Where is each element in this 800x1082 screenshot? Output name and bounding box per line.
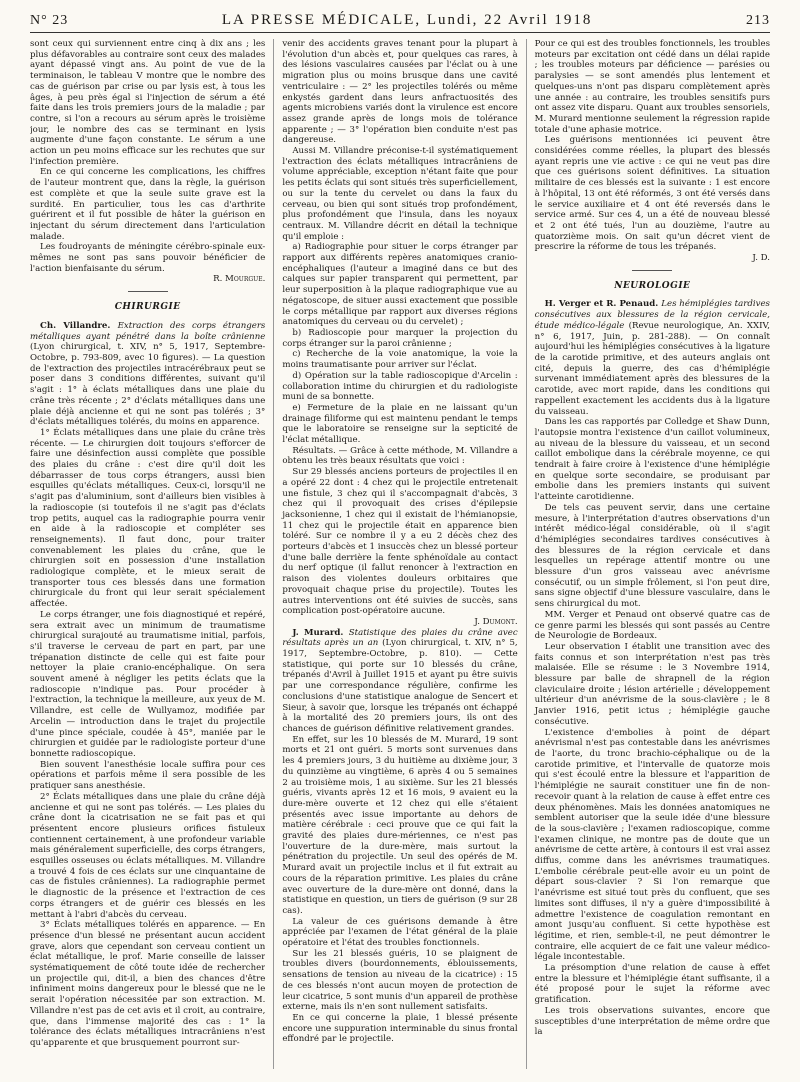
paragraph: b) Radioscopie pour marquer la projection du corps étranger sur la paroi crânienne ; xyxy=(282,327,518,349)
paragraph: Sur 29 blessés anciens porteurs de projectiles il en a opéré 22 dont : 4 chez qui le projectile entretenait une fistule, 3 chez qui il s'accompagnait d'abcès, 3 chez qui il provoquait des crises d'épilepsie jacksonienne, 1 chez qui il existait de l'hémianopsie, 11 chez qui le projectile était en apparence bien toléré. Sur ce nombre il y a eu 2 décès chez des porteurs d'abcès et 1 insuccès chez un blessé porteur d'une balle derrière la fente sphénoïdale au contact du nerf optique (il fallut renoncer à l'extraction en raison des violentes douleurs orbitaires que provoquait chaque prise du projectile). Toutes les autres interventions ont été suivies de succès, sans complication post-opératoire aucune. xyxy=(282,467,518,617)
article-title: Les hémiplégies tardives consécutives aux blessures de la région cervicale, étude médico-légale xyxy=(534,299,770,331)
paragraph: 2° Éclats métalliques dans une plaie du crâne déjà ancienne et qui ne sont pas tolérés. — Les plaies du crâne dont la cicatrisation ne se fait pas et qui présentent encore plusieurs orifices fistuleux contiennent certainement, à une profondeur variable mais généralement superficielle, des corps étrangers, esquilles osseuses ou éclats métalliques. M. Villandre a trouvé 4 fois de ces éclats sur une cinquantaine de cas de fistules crâniennes). La radiographie permet le diagnostic de la présence et l'extraction de ces corps étrangers et de guérir ces blessés en les mettant à l'abri d'abcès du cerveau. xyxy=(30,791,266,920)
signature: R. Mourgue. xyxy=(213,274,266,285)
paragraph: Les trois observations suivantes, encore que susceptibles d'une interprétation de même ordre que la xyxy=(534,1005,770,1038)
paragraph: Leur observation I établit une transition avec des faits connus et son interprétation n'est pas très malaisée. Elle se résume : le 3 Novembre 1914, blessure par balle de shrapnell de la région claviculaire droite ; lésion artérielle ; développement ultérieur d'un anévrisme de la sous-clavière ; le 8 Janvier 1916, petit ictus ; hémiplégie gauche consécutive. xyxy=(534,641,770,727)
signature: J. Dumont. xyxy=(474,616,518,627)
paragraph: a) Radiographie pour situer le corps étranger par rapport aux différents repères anatomiques cranio-encéphaliques (l'auteur a imaginé dans ce but des calques sur papier transparent qui permettent, par leur superposition à la plaque radiographique vue au négatoscope, de situer aussi exactement que possible le corps métallique par rapport aux diverses régions anatomiques du cerveau ou du cervelet) ; xyxy=(282,242,518,328)
divider xyxy=(632,270,672,271)
article-title: Statistique des plaies du crâne avec résultats après un an xyxy=(282,627,518,649)
paragraph: En ce qui concerne la plaie, 1 blessé présente encore une suppuration interminable du sinus frontal effondré par le projectile. xyxy=(282,1012,518,1045)
paragraph: d) Opération sur la table radioscopique d'Arcelin : collaboration intime du chirurgien et du radiologiste muni de sa bonnette. xyxy=(282,370,518,403)
divider xyxy=(128,291,168,292)
signature: J. D. xyxy=(752,253,770,264)
article-author: H. Verger et R. Penaud. xyxy=(544,299,662,310)
paragraph: — On connaît aujourd'hui les hémiplégies consécutives à la ligature de la carotide primitive, et des auteurs anglais ont cité, depuis la guerre, des cas d'hémiplégie survenant immédiatement après des blessures de la carotide, avec mort rapide, dans les conditions qui rappellent exactement les accidents dus à la ligature du vaisseau. xyxy=(534,331,770,417)
paragraph: c) Recherche de la voie anatomique, la voie la moins traumatisante pour arriver sur l'éclat. xyxy=(282,349,518,371)
paragraph: MM. Verger et Penaud ont observé quatre cas de ce genre parmi les blessés qui sont passés au Centre de Neurologie de Bordeaux. xyxy=(534,609,770,642)
article-reference: (Lyon chirurgical, t. XIV, n° 5, 1917, Septembre-Octobre, p. 793-809, avec 10 figures). xyxy=(30,342,266,363)
column-3 xyxy=(526,39,770,1069)
paragraph: Résultats. — Grâce à cette méthode, M. Villandre a obtenu les très beaux résultats que voici : xyxy=(282,445,518,467)
paragraph: 1° Éclats métalliques dans une plaie du crâne très récente. — Le chirurgien doit toujours s'efforcer de faire une désinfection aussi complète que possible des plaies du crâne : c'est dire qu'il doit les débarrasser de tous corps étrangers, aussi bien esquilles qu'éclats métalliques. Ceux-ci, lorsqu'il ne s'agit pas d'aluminium, sont d'ailleurs bien visibles à la radioscopie (si toutefois il ne s'agit pas d'éclats trop petits, auquel cas la radiographie pourra venir en aide à la radioscopie et compléter ses renseignements). Il faut donc, pour traiter convenablement les plaies du crâne, que le chirurgien soit en possession d'une installation radiologique complète, et le mieux serait de transporter tous ces blessés dans une formation chirurgicale du front qui leur serait spécialement affectée. xyxy=(30,427,266,610)
paragraph: Le corps étranger, une fois diagnostiqué et repéré, sera extrait avec un minimum de traumatisme chirurgical surajouté au traumatisme initial, parfois, s'il traverse le cerveau de part en part, par une trépanation distincte de celle qui est faite pour nettoyer la plaie cranio-encéphalique. On sera souvent amené à négliger les petits éclats que la radioscopie n'indique pas. Pour procéder à l'extraction, la technique la meilleure, aux yeux de M. Villandre, est celle de Wullyamoz, modifiée par Arcelin — introduction dans le trajet du projectile d'une pince spéciale, coudée à 45°, maniée par le chirurgien et guidée par le radiologiste porteur d'une bonnette radioscopique. xyxy=(30,609,266,759)
section-title: NEUROLOGIE xyxy=(614,280,691,291)
issue-number: N° 23 xyxy=(30,13,69,28)
paragraph: Aussi M. Villandre préconise-t-il systématiquement l'extraction des éclats métalliques intracrâniens de volume appréciable, exception n'étant faite que pour les petits éclats qui sont situés très superficiellement, ou sur la tente du cervelet ou dans la faux du cerveau, ou bien qui sont situés trop profondément, plus profondément que l'insula, dans les noyaux centraux. M. Villandre décrit en détail la technique qu'il emploie : xyxy=(282,146,518,242)
article-reference: (Lyon chirurgical, t. XIV, n° 5, 1917, Septembre-Octobre, p. 810). xyxy=(282,638,518,660)
column-1 xyxy=(30,39,265,1069)
page-number: 213 xyxy=(745,13,770,28)
page-header xyxy=(30,12,770,33)
paragraph: La présomption d'une relation de cause à effet entre la blessure et l'hémiplégie étant suffisante, il a été proposé pour le sujet la réforme avec gratification. xyxy=(534,963,770,1006)
article-author: Ch. Villandre. xyxy=(40,320,118,331)
paragraph: En ce qui concerne les complications, les chiffres de l'auteur montrent que, dans la règle, la guérison est complète et que la seule suite grave est la surdité. En particulier, tous les cas d'arthrite guérirent et il fut possible de hâter la guérison en injectant du sérum directement dans l'articulation malade. xyxy=(30,167,266,242)
paragraph: Dans les cas rapportés par Colledge et Shaw Dunn, l'autopsie montra l'existence d'un caillot volumineux, au niveau de la blessure du vaisseau, et un second caillot embolique dans la cérébrale moyenne, ce qui tendrait à faire croire à l'existence d'une hémiplégie en quelque sorte secondaire, se produisant par embolie dans les premiers instants qui suivent l'atteinte carotidienne. xyxy=(534,417,770,503)
paragraph: Bien souvent l'anesthésie locale suffira pour ces opérations et parfois même il sera possible de les pratiquer sans anesthésie. xyxy=(30,759,266,792)
paragraph: En effet, sur les 10 blessés de M. Murard, 19 sont morts et 21 ont guéri. 5 morts sont survenues dans les 4 premiers jours, 3 du huitième au dixième jour, 3 du quinzième au vingtième, 6 après 4 ou 5 semaines 2 au troisième mois, 1 au sixième. Sur les 21 blessés guéris, vivants après 12 et 16 mois, 9 avaient eu la dure-mère ouverte et 12 chez qui elle s'étaient présentés avec issue importante au dehors de matière cérébrale : ceci prouve que ce qui fait la gravité des plaies dure-mériennes, ce n'est pas l'ouverture de la dure-mère, mais surtout la pénétration du projectile. Un seul des opérés de M. Murard avait un projectile inclus et il fut extrait au cours de la réparation primitive. Les plaies du crâne avec ouverture de la dure-mère ont donné, dans la statistique en question, un tiers de guérison (9 sur 28 cas). xyxy=(282,734,518,916)
paragraph: Pour ce qui est des troubles fonctionnels, les troubles moteurs par excitation ont cédé dans un délai rapide ; les troubles moteurs par déficience — parésies ou paralysies — se sont amendés plus lentement et quelques-uns n'ont pas disparu complètement après une année : au contraire, les troubles sensitifs purs ont assez vite disparu. Quant aux troubles sensoriels, M. Murard mentionne seulement la régression rapide totale d'une aphasie motrice. xyxy=(534,39,770,135)
paragraph: Les foudroyants de méningite cérébro-spinale eux-mêmes ne sont pas sans pouvoir bénéficier de l'action bienfaisante du sérum. xyxy=(30,242,266,274)
paragraph: sont ceux qui surviennent entre cinq à dix ans ; les plus défavorables au contraire sont ceux des malades ayant dépassé vingt ans. Au point de vue de la terminaison, le tableau V montre que le nombre des cas de guérison par crise ou par lysis est, à tous les âges, à peu près égal si l'injection de sérum a été faite dans les trois premiers jours de la maladie ; par contre, si l'on a recours au sérum après le troisième jour, le nombre des cas se terminant en lysis augmente d'une façon constante. Le sérum a une action un peu moins efficace sur les rechutes que sur l'infection première. xyxy=(30,39,266,167)
journal-title: LA PRESSE MÉDICALE, Lundi, 22 Avril 1918 xyxy=(221,12,593,28)
article-reference: (Revue neurologique, An. XXIV, n° 6, 1917, Juin, p. 281-288). xyxy=(534,320,770,342)
paragraph: — Cette statistique, qui porte sur 10 blessés du crâne, trépanés d'Avril à Juillet 1915 et ayant pu être suivis par une correspondance régulière, confirme les conclusions d'une statistique analogue de Sencert et Sieur, à savoir que, lorsque les trépanés ont échappé à la mortalité des 20 premiers jours, ils ont des chances de guérison définitive relativement grandes. xyxy=(282,649,518,734)
column-2 xyxy=(273,39,517,1069)
paragraph: La valeur de ces guérisons demande à être appréciée par l'examen de l'état général de la plaie opératoire et l'état des troubles fonctionnels. xyxy=(282,916,518,949)
paragraph: Les guérisons mentionnées ici peuvent être considérées comme réelles, la plupart des blessés ayant repris une vie active : ce qui ne veut pas dire que ces guérisons soient définitives. La situation militaire de ces blessés est la suivante : 1 est encore à l'hôpital, 13 ont été réformés, 3 ont été versés dans le service auxiliaire et 4 ont été reversés dans le service armé. Sur ces 4, un a été de nouveau blessé et 2 ont été tués, l'un au douzième, l'autre au quatorzième mois. On sait qu'un décret vient de prescrire la réforme de tous les trépanés. xyxy=(534,135,770,253)
section-title: CHIRURGIE xyxy=(114,302,181,313)
paragraph: L'existence d'embolies à point de départ anévrismal n'est pas contestable dans les anévrismes de l'aorte, du tronc brachio-céphalique ou de la carotide primitive, et l'intervalle de quatorze mois qui s'est écoulé entre la blessure et l'apparition de l'hémiplégie ne saurait constituer une fin de non-recevoir quant à la relation de cause à effet entre ces deux phénomènes. Mais les données anatomiques ne semblent autoriser que la seule idée d'une blessure de la sous-clavière ; l'examen radioscopique, comme l'examen clinique, ne montre pas de doute que un anévrisme de cette artère, à contours il est vrai assez diffus, comme dans les anévrismes traumatiques. L'embolie cérébrale peut-elle avoir eu un point de départ sous-clavier ? Si l'on remarque que l'anévrisme est situé tout près du confluent, que ses limites sont diffuses, il n'y a guère d'impossibilité à admettre l'existence de coagulation remontant en amont jusqu'au confluent. Si cette hypothèse est légitime, et rien, semble-t-il, ne peut démontrer le contraire, elle acquiert de ce fait une valeur médico-légale incontestable. xyxy=(534,727,770,963)
columns xyxy=(30,39,770,1069)
paragraph: venir des accidents graves tenant pour la plupart à l'évolution d'un abcès et, pour quelques cas rares, à des lésions vasculaires causées par l'éclat ou à une migration plus ou moins brusque dans une cavité ventriculaire : — 2° les projectiles tolérés ou même enkystés gardent dans leurs anfractuosités des agents microbiens variés dont la virulence est encore assez grande après de longs mois de tolérance apparente ; — 3° l'opération bien conduite n'est pas dangereuse. xyxy=(282,39,518,146)
paragraph: e) Fermeture de la plaie en ne laissant qu'un drainage filiforme qui est maintenu pendant le temps que le laboratoire se renseigne sur la septicité de l'éclat métallique. xyxy=(282,402,518,446)
paragraph: 3° Éclats métalliques tolérés en apparence. — En présence d'un blessé ne présentant aucun accident grave, alors que cependant son cerveau contient un éclat métallique, le prof. Marie conseille de laisser systématiquement de côté toute idée de rechercher un projectile qui, dit-il, a bien des chances d'être infiniment moins dangereux pour le blessé que ne le serait l'opération nécessitée par son extraction. M. Villandre n'est pas de cet avis et il croit, au contraire, que, dans l'immense majorité des cas : 1° la tolérance des éclats métalliques intracrâniens n'est qu'apparente et que brusquement pourront sur- xyxy=(30,920,266,1048)
article-title: Extraction des corps étrangers métalliques ayant pénétré dans la boîte crânienne xyxy=(30,320,266,342)
paragraph: De tels cas peuvent servir, dans une certaine mesure, à l'interprétation d'autres observations d'un intérêt médico-légal considérable, où il s'agit d'hémiplégies secondaires tardives consécutives à des blessures de la région cervicale et dans lesquelles un repérage attentif montre ou une blessure d'un gros vaisseau avec anévrisme consécutif, ou un simple frôlement, si l'on peut dire, sans signe objectif d'une blessure vasculaire, dans le sens chirurgical du mot. xyxy=(534,502,770,610)
paragraph: Sur les 21 blessés guéris, 10 se plaignent de troubles divers (bourdonnements, éblouissements, sensations de tension au niveau de la cicatrice) : 15 de ces blessés n'ont aucun moyen de protection de leur cicatrice, 5 sont munis d'un appareil de prothèse externe, mais ils n'en sont nullement satisfaits. xyxy=(282,948,518,1013)
article-author: J. Murard. xyxy=(292,627,349,638)
paragraph: — La question de l'extraction des projectiles intracérébraux peut se poser dans 3 conditions différentes, suivant qu'il s'agit : 1° à éclats métalliques dans une plaie du crâne très récente ; 2° d'éclats métalliques dans une plaie déjà ancienne et qui ne sont pas tolérés ; 3° d'éclats métalliques tolérés, du moins en apparence. xyxy=(30,352,266,428)
